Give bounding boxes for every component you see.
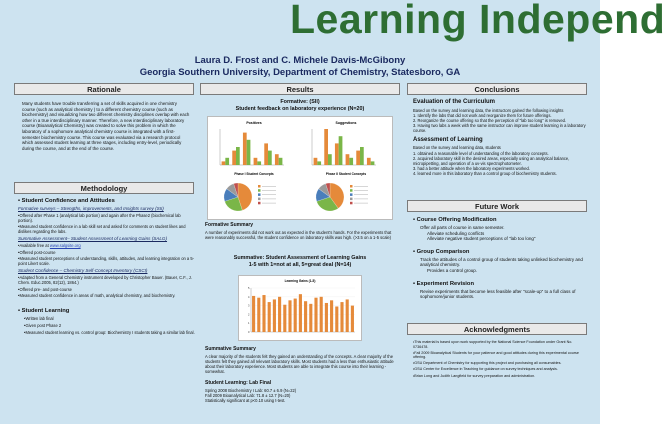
positives-bar-chart bbox=[220, 129, 284, 165]
bar bbox=[349, 158, 353, 165]
methodology-subheading-learning: • Student Learning bbox=[18, 308, 70, 315]
chart-title-phase1: Phase I Student Concepts bbox=[234, 172, 274, 176]
future-item1-line-1: Offer all parts of course in same semester. bbox=[420, 225, 505, 230]
formative-summary-text: A number of experiments did not work out as expected in the student's hands. For the experiments that were reasonably successful, the student confidence on laboratory skills was high. (>3.5 on a 1-5 scale) bbox=[205, 229, 392, 240]
bar bbox=[335, 306, 338, 332]
assess-title: Assessment of Learning bbox=[413, 136, 483, 143]
lab-final-line-2: Fall 2009 Bioanalytical Lab: 71.8 ± 12.7 (N=20) bbox=[205, 392, 291, 398]
formative-summary-title: Formative Summary bbox=[205, 222, 254, 228]
y-tick-label: 2 bbox=[248, 313, 250, 317]
salg-bars bbox=[248, 286, 355, 334]
bar bbox=[257, 161, 261, 165]
rationale-header: Rationale bbox=[14, 83, 194, 95]
y-tick-label: 4 bbox=[248, 295, 250, 299]
legend-swatch bbox=[350, 202, 353, 205]
bar bbox=[264, 143, 268, 165]
future-item2-title: • Group Comparison bbox=[413, 248, 470, 255]
lab-final bbox=[205, 381, 395, 403]
future-item1-line-2: Alleviate scheduling conflicts bbox=[427, 230, 485, 236]
lab-final-line-1: Spring 2008 Biochemistry I Lab: 60.7 ± 6.9 (N=22) bbox=[205, 387, 297, 393]
bar bbox=[254, 158, 258, 165]
ack-item-5: •Brian Long and Judith Langfield for survey preparation and administration. bbox=[413, 373, 536, 378]
bar bbox=[346, 299, 349, 332]
bar bbox=[273, 299, 276, 332]
bar bbox=[351, 306, 354, 332]
assess-item-2: 2. acquired laboratory skill in the desired areas, especially using an analytical balance, micropipetting, and operation of a uv-vis spectrophotometer. bbox=[413, 155, 570, 166]
salg-title: Summative Assessment– Student Assessment of Learning Gains (SALG) bbox=[18, 236, 168, 242]
bar bbox=[243, 133, 247, 165]
bar bbox=[236, 147, 240, 165]
assess-item-1: 1. obtained a reasonable level of understanding of the laboratory concepts. bbox=[413, 150, 549, 156]
bar bbox=[294, 299, 297, 332]
bar bbox=[283, 305, 286, 332]
authors: Laura D. Frost and C. Michele Davis-McGibony bbox=[194, 55, 406, 66]
formative-title: Formative: (SII) bbox=[280, 99, 320, 105]
affiliation: Georgia Southern University, Department of Chemistry, Statesboro, GA bbox=[139, 67, 461, 78]
bar bbox=[268, 302, 271, 332]
eval-item-1: 1. Identify the labs that did not work and reorganize them for future offerings. bbox=[413, 112, 552, 118]
salg-chart-title: Learning Gains (1-5) bbox=[284, 279, 316, 283]
future-work-header: Future Work bbox=[407, 200, 587, 212]
bar bbox=[328, 154, 332, 165]
salg-line-1: •Offered post-course bbox=[18, 249, 56, 255]
bar bbox=[262, 295, 265, 332]
suggestions-bar-chart bbox=[312, 129, 376, 165]
ack-item-4: •GSU Center for Excellence in Teaching for guidance on survey techniques and analysis. bbox=[413, 367, 558, 372]
bar bbox=[309, 304, 312, 332]
salg-chart-svg bbox=[239, 276, 361, 340]
legend-swatch bbox=[258, 202, 261, 205]
conclusions-body bbox=[413, 99, 587, 176]
salg-chart bbox=[238, 275, 362, 341]
methodology-subheading-confidence: • Student Confidence and Attitudes bbox=[18, 198, 115, 204]
bar bbox=[299, 294, 302, 332]
acknowledgments-body bbox=[413, 340, 587, 380]
bar bbox=[320, 297, 323, 332]
acknowledgments-header: Acknowledgments bbox=[407, 323, 587, 335]
summative-summary-title: Summative Summary bbox=[205, 346, 256, 352]
summative-subtitle: 1-5 with 1=not at all, 5=great deal (N=14) bbox=[248, 262, 352, 268]
y-tick-label: 3 bbox=[248, 304, 250, 308]
formative-charts bbox=[207, 116, 393, 220]
bar bbox=[314, 158, 318, 165]
bar bbox=[222, 161, 226, 165]
salg-availability: •Available free at www.salgsite.org bbox=[18, 243, 81, 249]
bar bbox=[247, 140, 251, 165]
conclusions-header: Conclusions bbox=[407, 83, 587, 95]
methodology-body bbox=[18, 198, 196, 336]
summative-title: Summative: Student Assessment of Learning Gains bbox=[233, 255, 367, 261]
y-tick-label: 5 bbox=[248, 287, 250, 290]
learning-line-3: •Measured student learning vs. control group: Biochemistry I students taking a similar lab final. bbox=[24, 329, 195, 335]
legend-swatch bbox=[350, 185, 353, 188]
bar bbox=[324, 129, 328, 165]
legend-swatch bbox=[350, 189, 353, 192]
bar bbox=[288, 300, 291, 332]
bar bbox=[330, 300, 333, 332]
methodology-header: Methodology bbox=[14, 182, 194, 194]
csci-line-1: •Adapted from a General Chemistry instrument developed by Christopher Bauer. (Bauer, C.F., J. Chem. Educ.2005, 82(12), 1864.) bbox=[18, 275, 192, 286]
summative-summary-text: A clear majority of the students felt they gained an understanding of the concepts. A clear majority of the students felt they gained all relevant laboratory skills. Most students had a less than enthusiastic attitude about their laboratory experience. Most students are able to integrate this course into their learning - somewhat. bbox=[205, 353, 394, 374]
assess-intro: Based on the survey and learning data, students bbox=[413, 145, 501, 151]
eval-intro: Based on the survey and learning data, the instructors gained the following insights bbox=[413, 107, 564, 113]
future-item1-title: • Course Offering Modification bbox=[413, 217, 497, 223]
legend-swatch bbox=[258, 185, 261, 188]
bar bbox=[339, 136, 343, 165]
bar bbox=[232, 151, 236, 165]
csci-line-2: •Offered pre- and post-course bbox=[18, 286, 72, 292]
rationale-body: Many students have trouble transferring a set of skills acquired in one chemistry course (such as analytical chemistry ) to a different chemistry course (such as biochemistry) and visualizing how two different chemistry disciplines overlap with each other in a true interdisciplinary manner. Therefore, a new interdisciplinary laboratory course (Bioanalytical Chemistry) was created to solve this problem in which the laboratory of a sophomore analytical chemistry course is integrated with a first-semester biochemistry course. This course was evaluated via a research protocol which assessed student learning at three stages, including entry-level, periodically during the course, and at the end of the course. bbox=[22, 101, 190, 151]
y-tick-label: 0 bbox=[248, 331, 250, 334]
bar bbox=[314, 298, 317, 332]
bar bbox=[278, 297, 281, 332]
bar bbox=[279, 158, 283, 165]
formative-subtitle: Student feedback on laboratory experience (N=20) bbox=[235, 106, 365, 112]
chart-title-positives: Positives bbox=[246, 121, 262, 125]
eval-title: Evaluation of the Curriculum bbox=[413, 99, 496, 105]
bar bbox=[340, 302, 343, 332]
bar bbox=[257, 298, 260, 332]
legend-swatch bbox=[350, 193, 353, 196]
bar bbox=[317, 161, 321, 165]
ack-item-1: •This material is based upon work supported by the National Science Foundation under Grant No. 0736478. bbox=[413, 340, 573, 349]
chart-title-suggestions: Suggestions bbox=[335, 121, 357, 125]
y-tick-label: 1 bbox=[248, 322, 250, 326]
legend-swatch bbox=[258, 198, 261, 201]
bar bbox=[325, 303, 328, 332]
formative-charts-svg bbox=[208, 117, 392, 219]
ack-item-3: •GSU Department of Chemistry for supporting this project and purchasing all consumables. bbox=[413, 361, 562, 366]
bar bbox=[304, 301, 307, 332]
csci-line-3: •Measured student confidence in areas of math, analytical chemistry, and biochemistry. bbox=[18, 293, 176, 299]
legend-swatch bbox=[350, 198, 353, 201]
results-header: Results bbox=[200, 83, 400, 95]
assess-item-4: 4. learned more in this laboratory than a control group of biochemistry students. bbox=[413, 170, 557, 176]
sii-line-2: •Measured student confidence in a lab skill set and asked for comments on student likes and dislikes regarding the labs. bbox=[18, 224, 186, 235]
bar bbox=[367, 158, 371, 165]
bar bbox=[356, 151, 360, 165]
summative-summary bbox=[205, 347, 395, 375]
phase2-pie-chart bbox=[316, 183, 368, 211]
lab-final-title: Student Learning: Lab Final bbox=[205, 380, 272, 386]
future-work-body bbox=[413, 217, 587, 301]
future-item3-line-1: Revise experiments that become less feasible after "scale-up" to a full class of sophomore/junior students. bbox=[420, 288, 576, 300]
chart-title-phase2: Phase II Student Concepts bbox=[325, 172, 367, 176]
bar bbox=[252, 296, 255, 332]
sii-title: Formative surveys – Strengths, improvements, and Insights survey (SII) bbox=[18, 206, 164, 211]
salg-line-2: •Measured student perceptions of understanding, skills, attitudes, and learning integration on a 5-point Likert scale. bbox=[18, 256, 194, 267]
future-item3-title: • Experiment Revision bbox=[413, 280, 474, 287]
phase1-pie-chart bbox=[224, 183, 276, 211]
sii-line-1: •Offered after Phase 1 (analytical lab portion) and again after the Phase2 (biochemical lab portion). bbox=[18, 212, 181, 223]
salg-link[interactable]: www.salgsite.org bbox=[49, 243, 81, 249]
bar bbox=[360, 147, 364, 165]
future-item2-line-1: Track the attitudes of a control group of students taking unlinked biochemistry and analytical chemistry. bbox=[420, 256, 583, 268]
bar bbox=[275, 154, 279, 165]
poster-title: Learning Independ bbox=[290, 0, 665, 42]
bar bbox=[346, 154, 350, 165]
legend-swatch bbox=[258, 193, 261, 196]
formative-summary bbox=[205, 223, 395, 241]
bar bbox=[371, 161, 375, 165]
eval-item-3: 3. Having two labs a week with the same instructor can improve student learning in a laboratory course. bbox=[413, 122, 586, 133]
future-item1-line-3: Alleviate negative student perceptions of "lab too long" bbox=[427, 236, 536, 242]
eval-item-2: 2. Reorganize the course offering so that the perception of "lab too long" is removed. bbox=[413, 117, 567, 123]
future-item2-line-2: Provides a control group. bbox=[427, 267, 478, 273]
learning-line-2: •Given post Phase 2 bbox=[24, 323, 62, 328]
bar bbox=[225, 158, 229, 165]
bar bbox=[268, 151, 272, 165]
lab-final-line-3: Statistically significant at p<0.10 using t-test. bbox=[205, 397, 286, 403]
legend-swatch bbox=[258, 189, 261, 192]
assess-item-3: 3. had a better attitude when the laboratory experiments worked. bbox=[413, 165, 530, 171]
csci-title: Student Confidence – Chemistry Self-Concept Inventory (CSCI) bbox=[18, 268, 148, 274]
learning-line-1: •Written lab final bbox=[24, 316, 54, 322]
ack-item-2: •Fall 2009 Bioanalytical Students for your patience and good attitudes during this experimental course offering. bbox=[413, 350, 579, 360]
bar bbox=[335, 143, 339, 165]
